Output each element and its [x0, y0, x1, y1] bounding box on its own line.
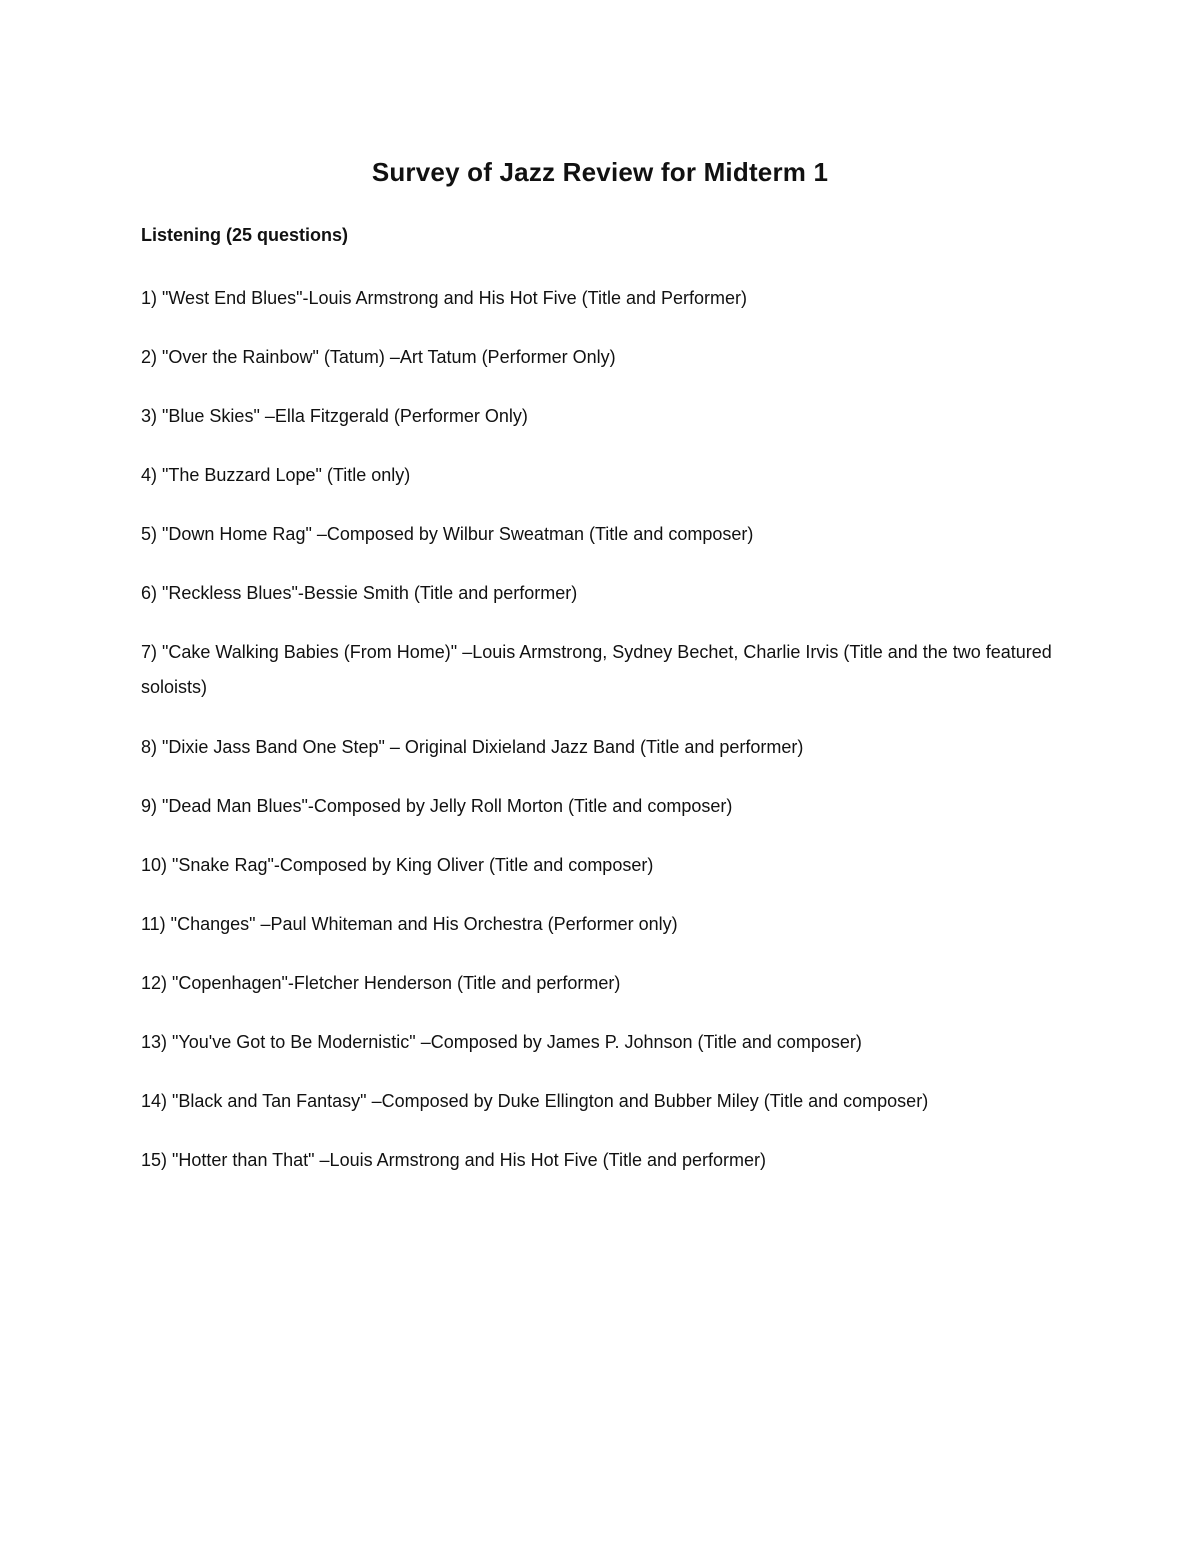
list-item: 4) "The Buzzard Lope" (Title only): [141, 465, 411, 485]
list-item: 1) "West End Blues"-Louis Armstrong and His Hot Five (Title and Performer): [141, 288, 747, 308]
list-item: 3) "Blue Skies" –Ella Fitzgerald (Performer Only): [141, 406, 528, 426]
list-item: 11) "Changes" –Paul Whiteman and His Orchestra (Performer only): [141, 914, 678, 934]
list-item: 15) "Hotter than That" –Louis Armstrong and His Hot Five (Title and performer): [141, 1150, 767, 1170]
list-item: 9) "Dead Man Blues"-Composed by Jelly Roll Morton (Title and composer): [141, 796, 733, 816]
list-item: 7) "Cake Walking Babies (From Home)" –Louis Armstrong, Sydney Bechet, Charlie Irvis (Title and the two featured soloists): [141, 642, 1052, 697]
list-item: 8) "Dixie Jass Band One Step" – Original Dixieland Jazz Band (Title and performer): [141, 737, 804, 757]
list-item: 5) "Down Home Rag" –Composed by Wilbur Sweatman (Title and composer): [141, 524, 754, 544]
document-title: Survey of Jazz Review for Midterm 1: [371, 157, 829, 187]
section-heading: Listening (25 questions): [141, 225, 349, 245]
list-item: 10) "Snake Rag"-Composed by King Oliver (Title and composer): [141, 855, 654, 875]
list-item: 2) "Over the Rainbow" (Tatum) –Art Tatum (Performer Only): [141, 347, 616, 367]
list-item: 14) "Black and Tan Fantasy" –Composed by Duke Ellington and Bubber Miley (Title and composer): [141, 1091, 929, 1111]
list-item: 13) "You've Got to Be Modernistic" –Composed by James P. Johnson (Title and composer): [141, 1032, 862, 1052]
question-list: [141, 281, 1061, 1202]
list-item: 6) "Reckless Blues"-Bessie Smith (Title and performer): [141, 583, 578, 603]
list-item: 12) "Copenhagen"-Fletcher Henderson (Title and performer): [141, 973, 621, 993]
